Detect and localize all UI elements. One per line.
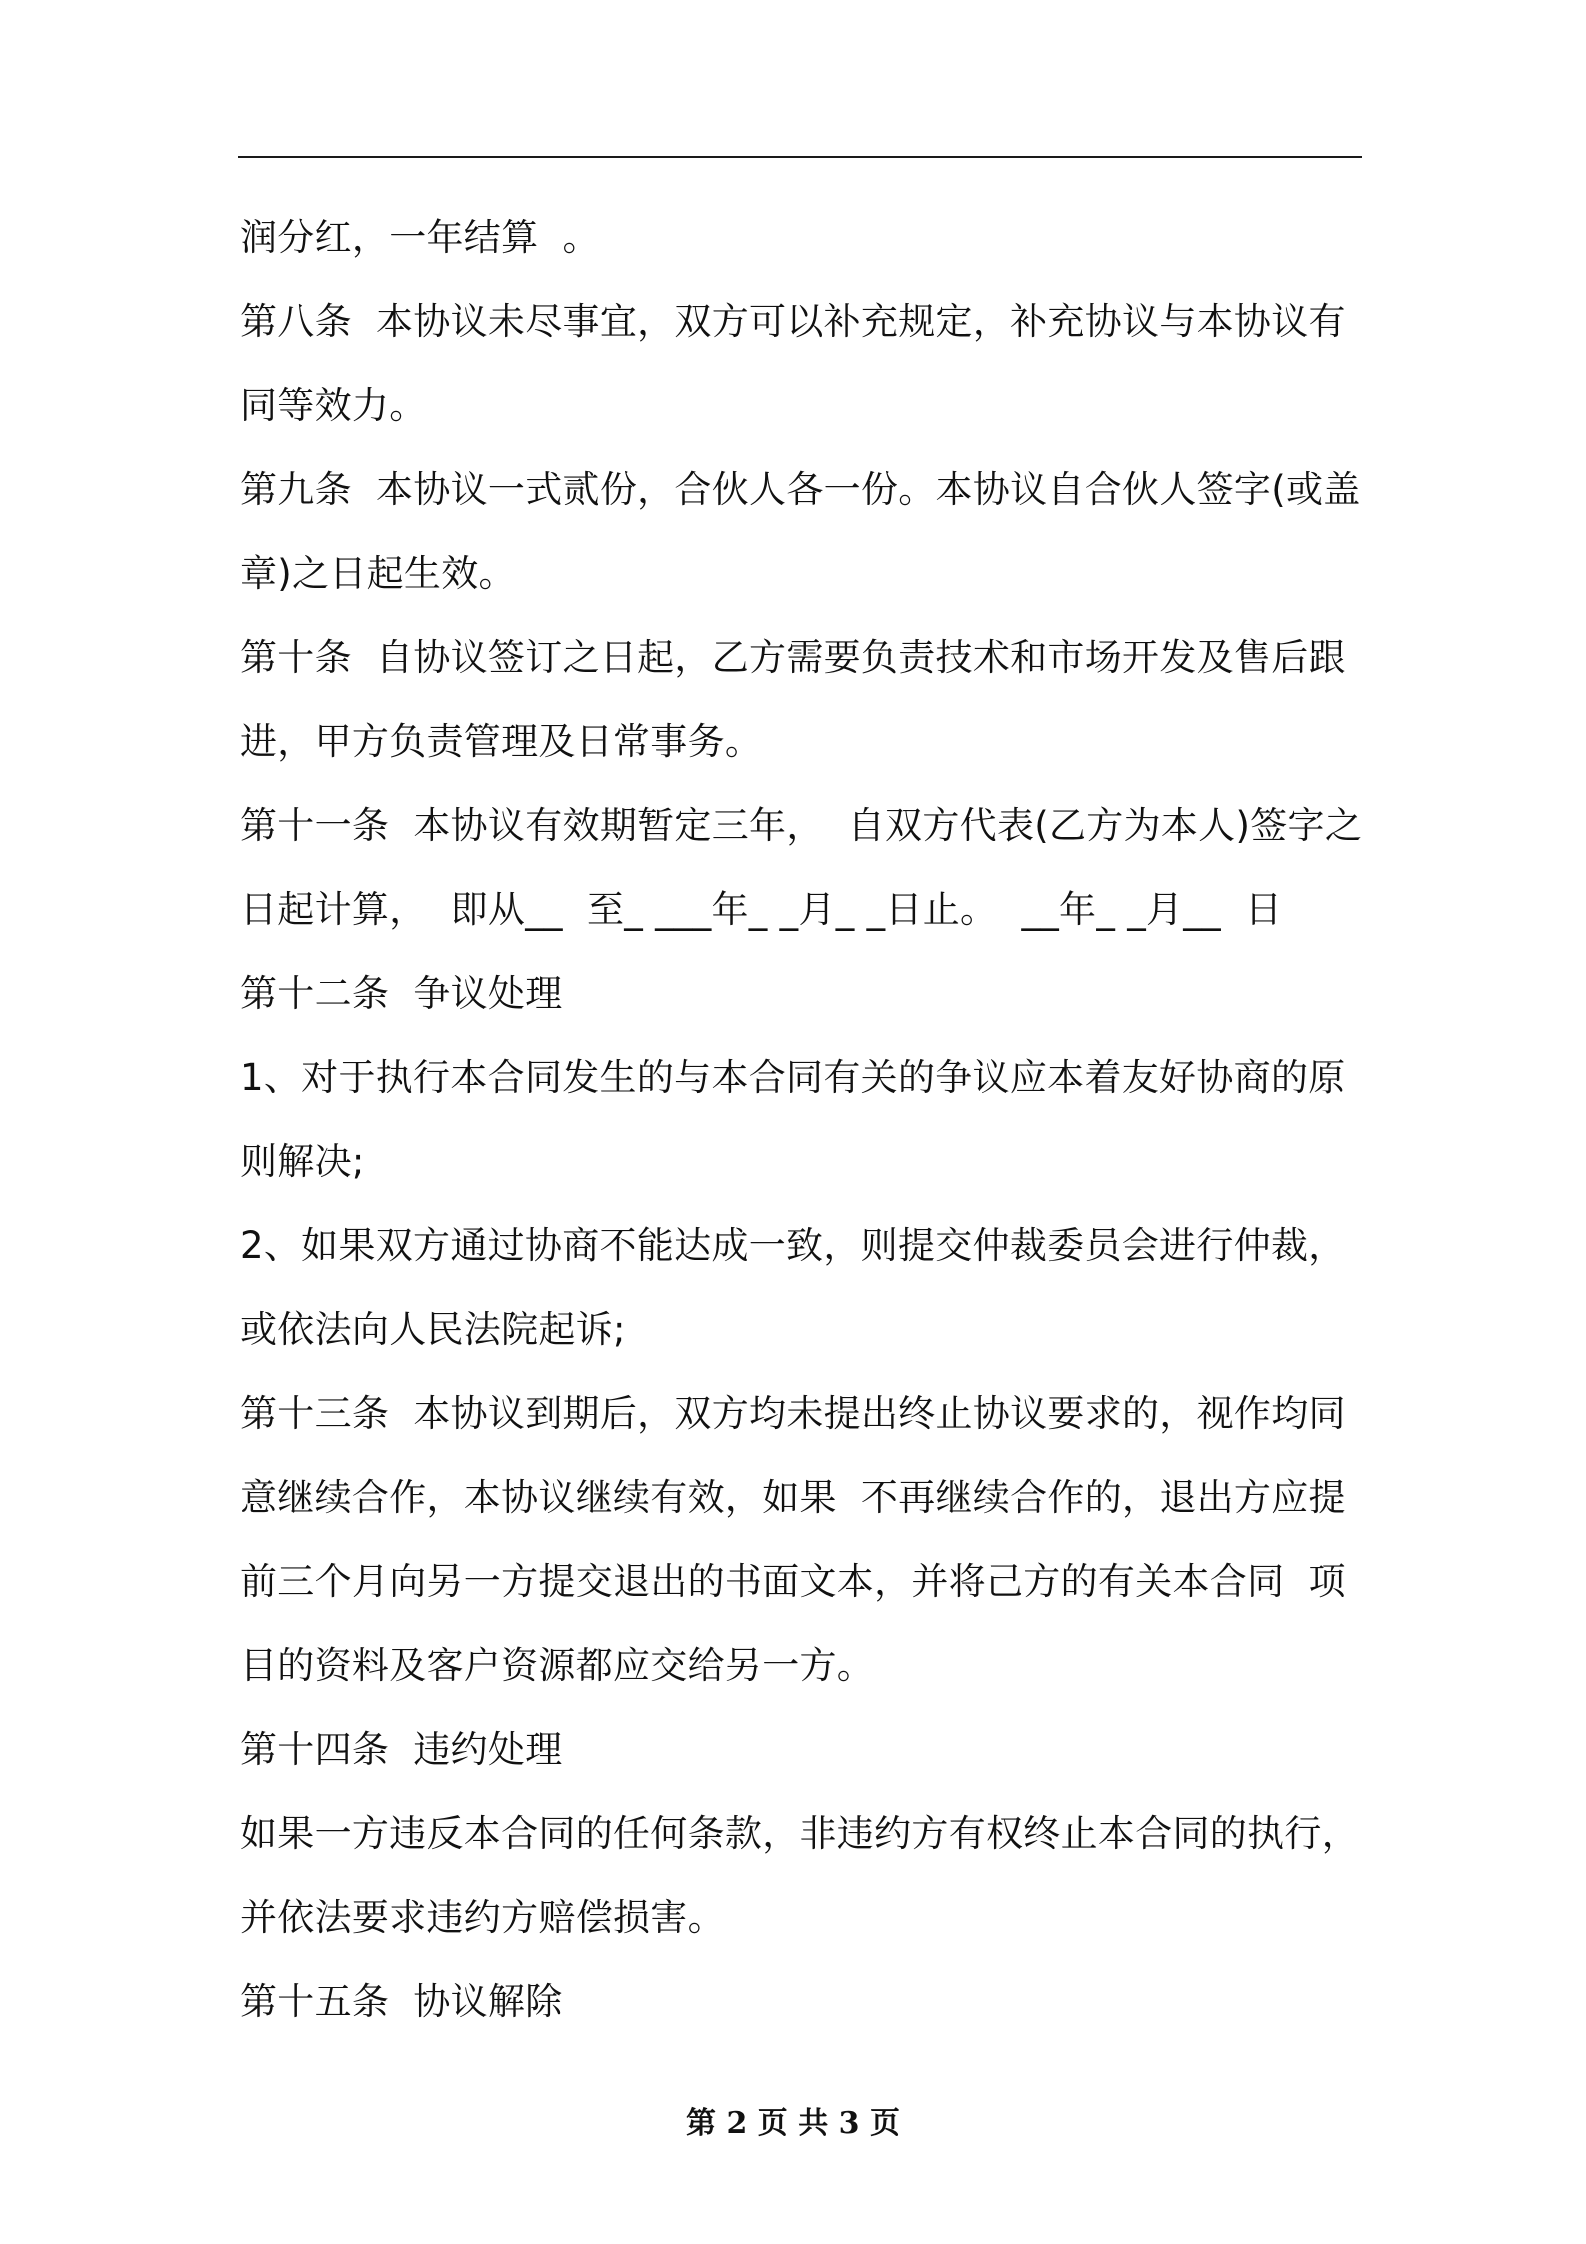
text-line: 进，甲方负责管理及日常事务。 [240, 720, 763, 763]
text-line: 日起计算， 即从__ 至_ ___年_ _月_ _日止。 __年_ _月__ 日 [240, 888, 1283, 931]
text-line: 第十二条 争议处理 [240, 972, 563, 1015]
text-line: 第十三条 本协议到期后，双方均未提出终止协议要求的，视作均同 [240, 1392, 1346, 1435]
text-line: 第十四条 违约处理 [240, 1728, 563, 1771]
text-line: 第十一条 本协议有效期暂定三年， 自双方代表(乙方为本人)签字之 [240, 804, 1363, 847]
text-line: 第十五条 协议解除 [240, 1980, 563, 2023]
text-line: 第十条 自协议签订之日起，乙方需要负责技术和市场开发及售后跟 [240, 636, 1346, 679]
text-line: 目的资料及客户资源都应交给另一方。 [240, 1644, 875, 1687]
text-line: 同等效力。 [240, 384, 427, 427]
page-number: 第 2 页 共 3 页 [686, 2106, 900, 2141]
text-line: 或依法向人民法院起诉; [240, 1308, 626, 1351]
text-line: 则解决; [240, 1140, 365, 1183]
header-rule [238, 156, 1362, 158]
text-line: 1、对于执行本合同发生的与本合同有关的争议应本着友好协商的原 [240, 1056, 1346, 1099]
text-line: 2、如果双方通过协商不能达成一致，则提交仲裁委员会进行仲裁， [240, 1224, 1346, 1267]
text-line: 如果一方违反本合同的任何条款，非违约方有权终止本合同的执行， [240, 1812, 1359, 1855]
text-line: 章)之日起生效。 [240, 552, 516, 595]
text-line: 前三个月向另一方提交退出的书面文本，并将己方的有关本合同 项 [240, 1560, 1346, 1603]
text-line: 第九条 本协议一式贰份，合伙人各一份。本协议自合伙人签字(或盖 [240, 468, 1361, 511]
text-line: 第八条 本协议未尽事宜，双方可以补充规定，补充协议与本协议有 [240, 300, 1346, 343]
text-line: 并依法要求违约方赔偿损害。 [240, 1896, 725, 1939]
text-line: 润分红，一年结算 。 [240, 216, 600, 259]
text-line: 意继续合作，本协议继续有效，如果 不再继续合作的，退出方应提 [240, 1476, 1346, 1519]
document-body [240, 196, 1365, 2044]
